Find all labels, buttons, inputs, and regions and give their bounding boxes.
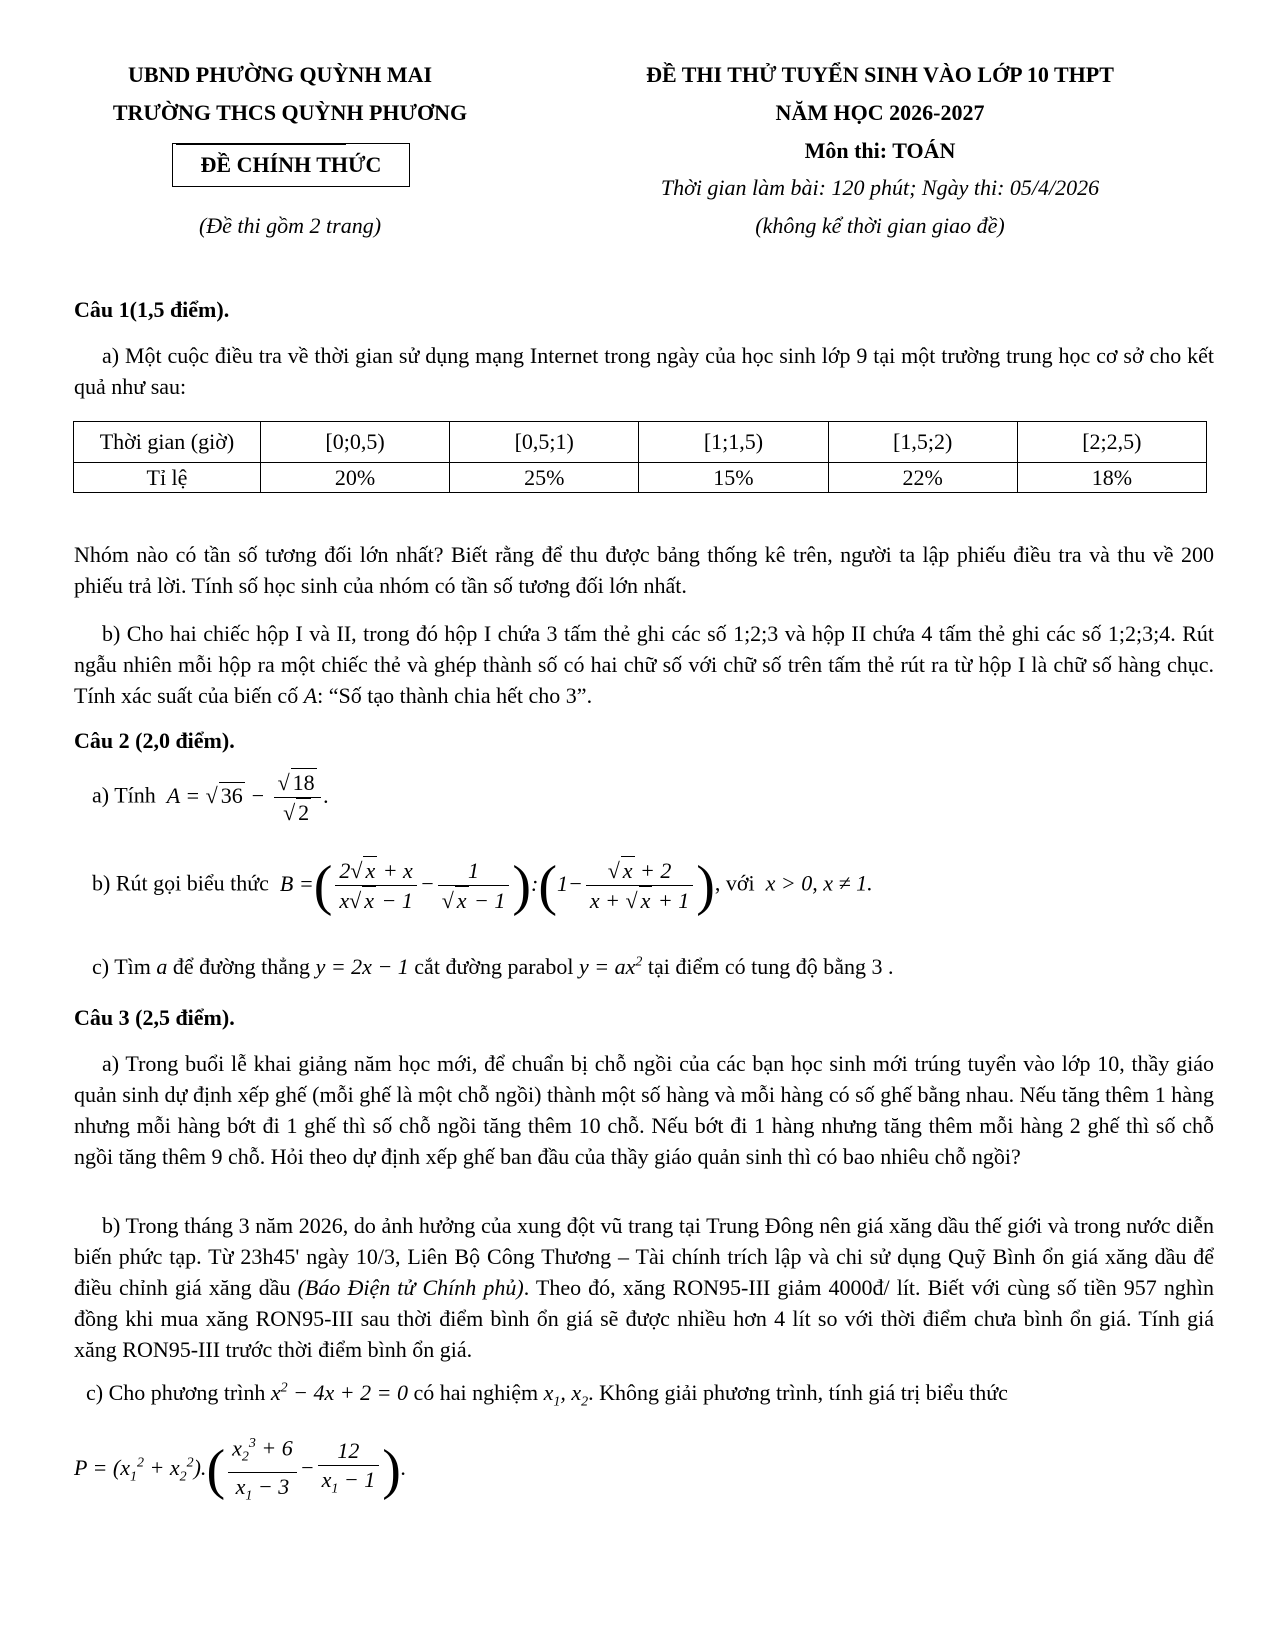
q3-c-text-1: c) Cho phương trình [86, 1380, 266, 1405]
q2-b-label: b) Rút gọi biểu thức [92, 870, 269, 896]
q1-a-text: a) Một cuộc điều tra về thời gian sử dụng mạng Internet trong ngày của học sinh lớp 9 tại một trường trung học cơ sở cho kết quả như sau: [74, 343, 1214, 399]
school-year: NĂM HỌC 2026-2027 [775, 100, 985, 125]
table-header-cell: [1,5;2) [828, 422, 1017, 463]
q3-a-text: a) Trong buổi lễ khai giảng năm học mới, để chuẩn bị chỗ ngồi của các bạn học sinh mới trúng tuyển vào lớp 10, thầy giáo quản sinh dự định xếp ghế (mỗi ghế là một chỗ ngồi) thành một số hàng và mỗi hàng có số ghế bằng nhau. Nếu tăng thêm 1 hàng nhưng mỗi hàng bớt đi 1 ghế thì số chỗ ngồi tăng thêm 10 chỗ. Nếu bớt đi 1 hàng nhưng tăng thêm mỗi hàng 2 ghế thì số chỗ ngồi tăng thêm 9 chỗ. Hỏi theo dự định xếp ghế ban đầu của thầy giáo quản sinh thì có bao nhiêu chỗ ngồi? [74, 1051, 1214, 1169]
q1-b-text [74, 618, 1214, 711]
time-note: (không kể thời gian giao đề) [755, 213, 1005, 238]
q3-b-text [74, 1210, 1214, 1365]
time-date: Thời gian làm bài: 120 phút; Ngày thi: 05/4/2026 [660, 175, 1100, 200]
q3-c-expression [74, 1430, 406, 1510]
school-name: TRƯỜNG THCS QUỲNH PHƯƠNG [112, 100, 468, 125]
org-name: UBND PHƯỜNG QUỲNH MAI [127, 62, 433, 87]
q2-c-line-eq: y = 2x − 1 [315, 954, 409, 979]
subject: Môn thi: TOÁN [804, 138, 956, 163]
q2-c-text-4: tại điểm có tung độ bằng [647, 954, 866, 979]
q3-b-source: (Báo Điện tử Chính phủ) [297, 1275, 524, 1300]
q2-c-text-1: c) Tìm [92, 954, 151, 979]
q2-b-formula: B =( $\frac{2√ x + x}{x√ x - 1}$ − $\frac{1}{√ x - 1}$ ):(1− $\frac{√ x + 2}{x + √ x + 1}$ ) [274, 854, 715, 917]
q2-title: Câu 2 (2,0 điểm). [74, 728, 235, 753]
q2-b-condition: x > 0, x ≠ 1. [760, 870, 873, 896]
q1-b-text-part1: b) Cho hai chiếc hộp I và II, trong đó hộp I chứa 3 tấm thẻ ghi các số 1;2;3 và hộp II chứa 4 tấm thẻ ghi các số 1;2;3;4. Rút ngẫu nhiên mỗi hộp ra một chiếc thẻ và ghép thành số có hai chữ số với chữ số trên tấm thẻ rút ra từ hộp I là chữ số hàng chục. Tính xác suất của biến cố [74, 621, 1214, 708]
q3-b-text-part1: b) Trong tháng 3 năm 2026, do ảnh hưởng của xung đột vũ trang tại Trung Đông nên giá xăng dầu thế giới và trong nước diễn biến phức tạp. Từ 23h45' ngày 10/3, Liên Bộ Công Thương – Tài chính trích lập và chi sử dụng Quỹ Bình ổn giá xăng dầu để điều chỉnh giá xăng dầu [74, 1213, 1214, 1300]
q3-c-line [86, 1380, 1008, 1410]
q3-c-text-3: . Không giải phương trình, tính giá trị biểu thức [588, 1380, 1008, 1405]
q2-c-text-2: để đường thẳng [172, 954, 311, 979]
q1-b-text-part2: : “Số tạo thành chia hết cho 3”. [317, 683, 593, 708]
table-cell: 22% [828, 463, 1017, 493]
q1-a-question: Nhóm nào có tần số tương đối lớn nhất? Biết rằng để thu được bảng thống kê trên, người ta lập phiếu điều tra và thu về 200 phiếu trả lời. Tính số học sinh của nhóm có tần số tương đối lớn nhất. [74, 542, 1214, 598]
table-cell: Tỉ lệ [74, 463, 261, 493]
frequency-table [73, 421, 1207, 493]
q2-a-line [92, 768, 329, 827]
q3-c-roots: $x_1$, $x_2$ [543, 1380, 589, 1410]
exam-title: ĐỀ THI THỬ TUYỂN SINH VÀO LỚP 10 THPT [646, 62, 1114, 87]
table-row [74, 422, 1207, 463]
q2-c-text-3: cắt đường parabol [414, 954, 574, 979]
q3-c-equation: $x^2 - 4x + 2 = 0$ [270, 1380, 408, 1405]
table-cell: 18% [1017, 463, 1206, 493]
table-header-cell: [0,5;1) [450, 422, 639, 463]
q3-c-text-2: có hai nghiệm [413, 1380, 539, 1405]
table-header-cell: [2;2,5) [1017, 422, 1206, 463]
official-stamp: ĐỀ CHÍNH THỨC [172, 143, 410, 187]
table-header-cell: [1;1,5) [639, 422, 828, 463]
table-row [74, 463, 1207, 493]
table-cell: 20% [260, 463, 449, 493]
table-cell: 25% [450, 463, 639, 493]
table-header-cell: Thời gian (giờ) [74, 422, 261, 463]
q2-a-formula: A = √ 36 − $\frac{√ 18}{√ 2}$ . [161, 770, 330, 825]
q2-a-label: a) Tính [92, 782, 156, 808]
q2-b-line [92, 856, 873, 915]
q3-title: Câu 3 (2,5 điểm). [74, 1005, 235, 1030]
q2-b-condition-label: , với [714, 870, 755, 896]
page-count-note: (Đề thi gồm 2 trang) [198, 213, 382, 238]
q3-b-text-part2: . Theo đó, xăng RON95-III giảm 4000đ/ lít. Biết với cùng số tiền 957 nghìn đồng khi mua xăng RON95-III sau thời điểm bình ổn giá sẽ được nhiều hơn 4 lít so với thời điểm chưa bình ổn giá. Tính giá xăng RON95-III trước thời điểm bình ổn giá. [74, 1275, 1214, 1362]
q2-c-ordinate: 3 . [871, 954, 894, 979]
q1-b-event-var: A [303, 683, 318, 708]
q2-c-var-a: a [156, 954, 168, 979]
q2-c-parabola-eq: $y = ax^2$ [578, 954, 643, 979]
table-cell: 15% [639, 463, 828, 493]
q1-title: Câu 1(1,5 điểm). [74, 297, 230, 322]
table-header-cell: [0;0,5) [260, 422, 449, 463]
q3-c-formula: $P = (x_1^2 + x_2^2)$.( $\frac{x_2^3 + 6}{x_1 - 3}$ − $\frac{12}{x_1 - 1}$ ). [74, 1455, 406, 1480]
q2-c-line [92, 954, 893, 980]
